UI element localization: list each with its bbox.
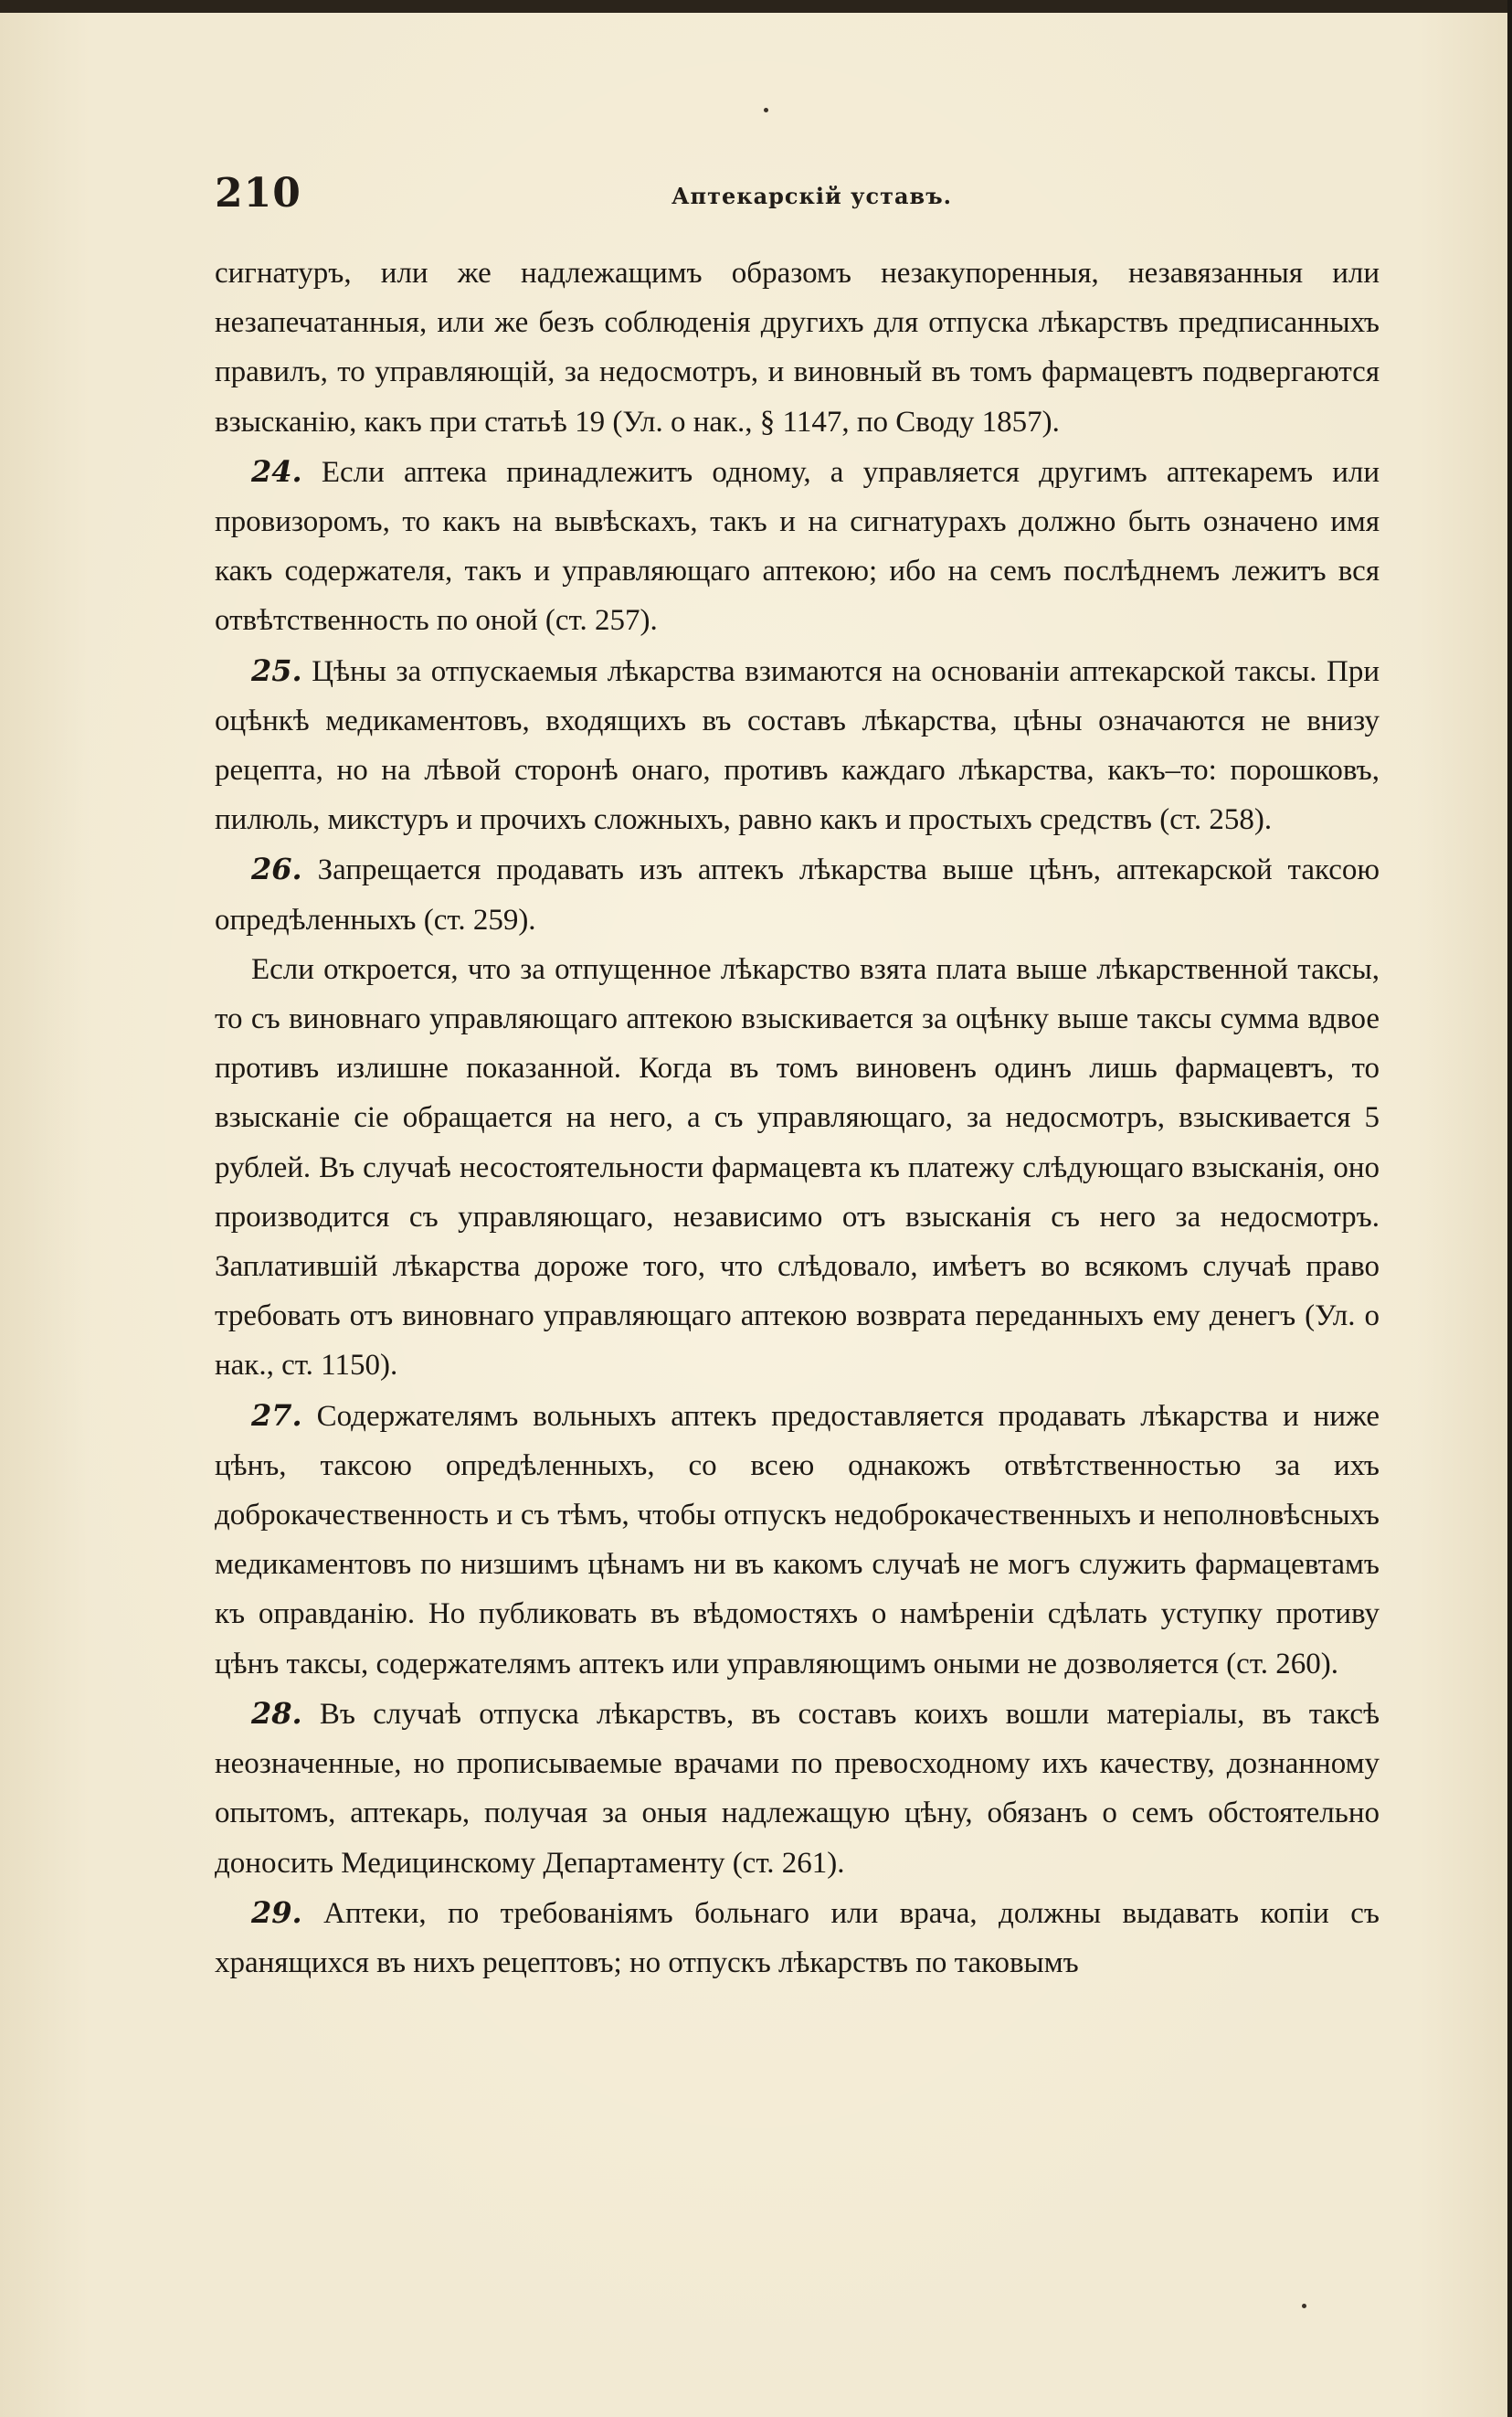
article-26 (215, 844, 1380, 944)
page-number: 210 (215, 170, 301, 217)
running-head: Аптекарскій уставъ. (671, 183, 952, 209)
paragraph-text: Содержателямъ вольныхъ аптекъ предоставляется продавать лѣкарства и ниже цѣнъ, таксою опредѣленныхъ, со всею однакожъ отвѣтственностью за ихъ доброкачественность и съ тѣмъ, чтобы отпускъ недоброкачественныхъ и неполновѣсныхъ медикаментовъ по низшимъ цѣнамъ ни въ какомъ случаѣ не могъ служить фармацевтамъ къ оправданію. Но публиковать въ вѣдомостяхъ о намѣреніи сдѣлать уступку противу цѣнъ таксы, содержателямъ аптекъ или управляющимъ оными не дозволяется (ст. 260). (215, 1399, 1380, 1680)
article-number: 28. (251, 1695, 302, 1731)
scan-edge (1507, 0, 1512, 2417)
paragraph-continuation (215, 249, 1380, 447)
paragraph-text: Цѣны за отпускаемыя лѣкарства взимаются на основаніи аптекарской таксы. При оцѣнкѣ медикаментовъ, входящихъ въ составъ лѣкарства, цѣны означаются не внизу рецепта, но на лѣвой сторонѣ онаго, противъ каждаго лѣкарства, какъ–то: порошковъ, пилюль, микстуръ и прочихъ сложныхъ, равно какъ и простыхъ средствъ (ст. 258). (215, 654, 1380, 837)
page-body (215, 249, 1380, 1988)
article-24 (215, 447, 1380, 646)
article-27 (215, 1391, 1380, 1689)
article-number: 26. (251, 852, 302, 887)
page-header (215, 166, 1384, 221)
paragraph-text: Если откроется, что за отпущенное лѣкарство взята плата выше лѣкарственной таксы, то съ виновнаго управляющаго аптекою взыскивается за оцѣнку выше таксы сумма вдвое противъ излишне показанной. Когда въ томъ виновенъ одинъ лишь фармацевтъ, то взысканіе сіе обращается на него, а съ управляющаго, за недосмотръ, взыскивается 5 рублей. Въ случаѣ несостоятельности фармацевта къ платежу слѣдующаго взысканія, оно производится съ управляющаго, независимо отъ взысканія съ него за недосмотръ. Заплатившій лѣкарства дороже того, что слѣдовало, имѣетъ во всякомъ случаѣ право требовать отъ виновнаго управляющаго аптекою возврата переданныхъ ему денегъ (Ул. о нак., ст. 1150). (215, 952, 1380, 1383)
article-25 (215, 646, 1380, 845)
paragraph-text: Запрещается продавать изъ аптекъ лѣкарства выше цѣнъ, аптекарской таксою опредѣленныхъ (ст. 259). (215, 853, 1380, 937)
article-number: 25. (251, 652, 302, 688)
ink-speck (764, 108, 768, 112)
article-number: 27. (251, 1397, 302, 1433)
article-number: 29. (251, 1894, 302, 1930)
article-28 (215, 1689, 1380, 1888)
book-page (0, 13, 1507, 2417)
paragraph-text: Если аптека принадлежитъ одному, а управляется другимъ аптекаремъ или провизоромъ, то какъ на вывѣскахъ, такъ и на сигнатурахъ должно быть означено имя какъ содержателя, такъ и управляющаго аптекою; ибо на семъ послѣднемъ лежитъ вся отвѣтственность по оной (ст. 257). (215, 455, 1380, 638)
article-number: 24. (251, 453, 302, 489)
ink-speck (1302, 2304, 1306, 2308)
paragraph-text: сигнатуръ, или же надлежащимъ образомъ незакупоренныя, незавязанныя или незапечатанныя, или же безъ соблюденія другихъ для отпуска лѣкарствъ предписанныхъ правилъ, то управляющій, за недосмотръ, и виновный въ томъ фармацевтъ подвергаются взысканію, какъ при статьѣ 19 (Ул. о нак., § 1147, по Своду 1857). (215, 257, 1380, 439)
paragraph-text: Аптеки, по требованіямъ больнаго или врача, должны выдавать копіи съ хранящихся въ нихъ рецептовъ; но отпускъ лѣкарствъ по таковымъ (215, 1896, 1380, 1979)
paragraph-text: Въ случаѣ отпуска лѣкарствъ, въ составъ коихъ вошли матеріалы, въ таксѣ неозначенные, но прописываемые врачами по превосходному ихъ качеству, дознанному опытомъ, аптекарь, получая за оныя надлежащую цѣну, обязанъ о семъ обстоятельно доносить Медицинскому Департаменту (ст. 261). (215, 1697, 1380, 1880)
article-29 (215, 1888, 1380, 1988)
article-26-note (215, 945, 1380, 1391)
